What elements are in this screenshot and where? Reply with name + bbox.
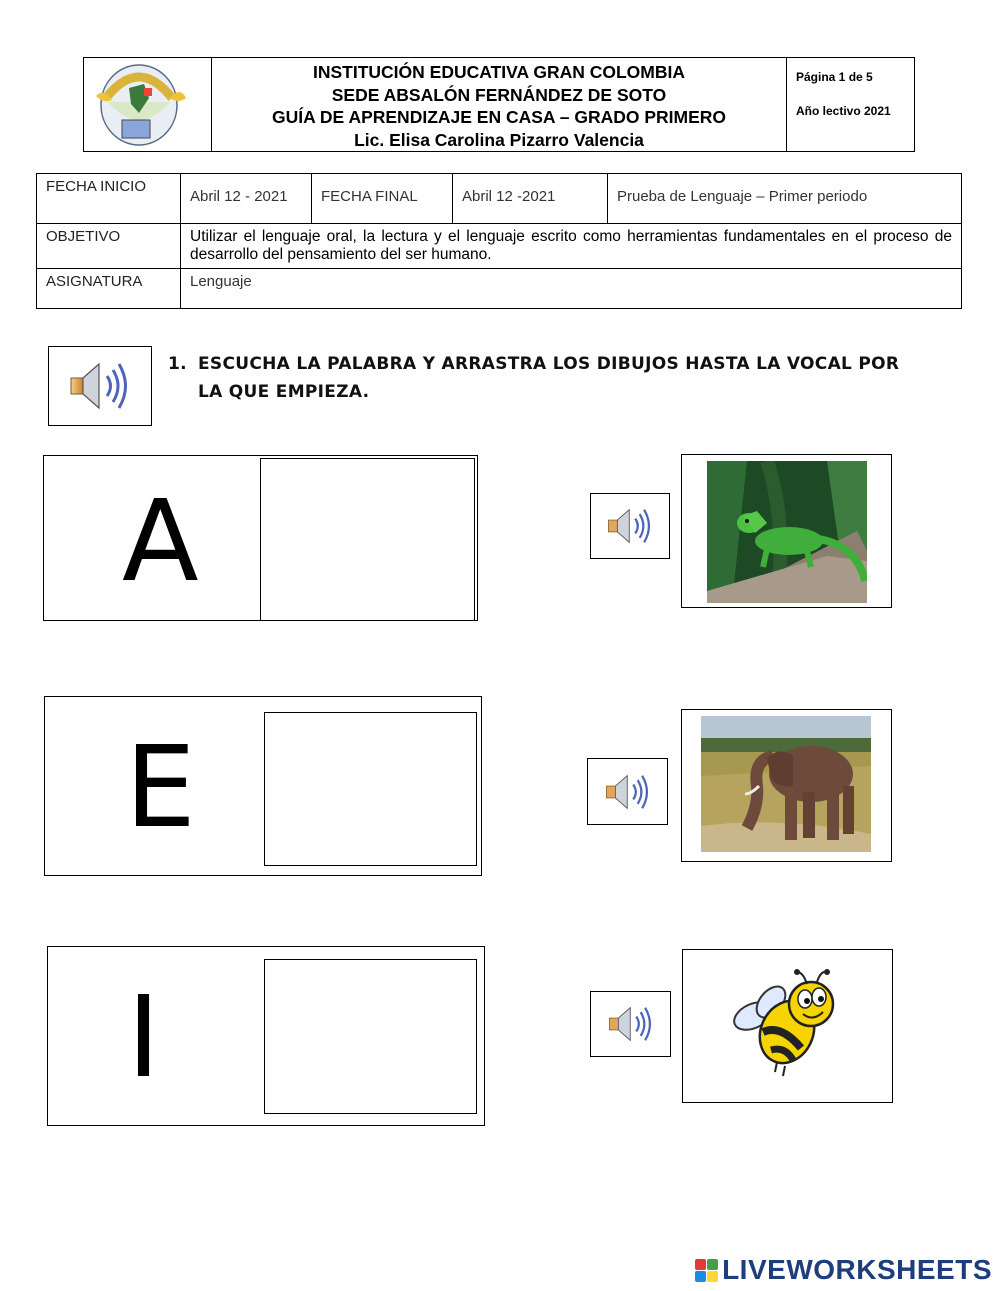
objetivo-value: Utilizar el lenguaje oral, la lectura y el lenguaje escrito como herramientas fundamentales en el proceso de desarrollo del pensamiento del ser humano.	[181, 224, 962, 269]
picture-elephant-draggable[interactable]	[681, 709, 892, 862]
header-line-guia: GUÍA DE APRENDIZAJE EN CASA – GRADO PRIMERO	[271, 107, 727, 127]
audio-button-iguana[interactable]	[590, 493, 670, 559]
letter-e: E	[125, 723, 196, 853]
audio-button-elephant[interactable]	[587, 758, 668, 825]
info-table	[36, 173, 962, 309]
iguana-image	[707, 461, 867, 603]
audio-button-bee[interactable]	[590, 991, 671, 1057]
drop-zone-a[interactable]	[260, 458, 475, 621]
school-logo-cell	[83, 57, 211, 152]
liveworksheets-text: LIVEWORKSHEETS	[722, 1254, 992, 1285]
drop-zone-e[interactable]	[264, 712, 477, 866]
header-meta	[787, 57, 915, 152]
speaker-icon	[602, 770, 654, 814]
school-year: Año lectivo 2021	[796, 104, 891, 118]
letter-card-i	[47, 946, 485, 1126]
asignatura-label: ASIGNATURA	[37, 269, 181, 309]
fecha-inicio-value: Abril 12 - 2021	[181, 174, 312, 224]
bee-image	[731, 966, 851, 1086]
elephant-image	[701, 716, 871, 852]
liveworksheets-logo-icon	[695, 1259, 718, 1282]
instruction-audio-button[interactable]	[48, 346, 152, 426]
prueba-title: Prueba de Lenguaje – Primer periodo	[608, 174, 962, 224]
header-line-institution: INSTITUCIÓN EDUCATIVA GRAN COLOMBIA	[312, 62, 686, 82]
letter-card-e	[44, 696, 482, 876]
picture-bee-draggable[interactable]	[682, 949, 893, 1103]
letter-i: I	[127, 973, 161, 1103]
fecha-final-value: Abril 12 -2021	[453, 174, 608, 224]
instruction	[168, 350, 908, 406]
liveworksheets-brand[interactable]	[695, 1254, 992, 1286]
letter-a: A	[122, 477, 199, 607]
objetivo-label: OBJETIVO	[37, 224, 181, 269]
header-title-block	[211, 57, 787, 152]
letter-card-a	[43, 455, 478, 621]
speaker-icon	[65, 358, 135, 414]
picture-iguana-draggable[interactable]	[681, 454, 892, 608]
page-indicator: Página 1 de 5	[796, 70, 873, 84]
header-line-sede: SEDE ABSALÓN FERNÁNDEZ DE SOTO	[331, 84, 667, 105]
instruction-number: 1.	[168, 354, 187, 374]
header-line-teacher: Lic. Elisa Carolina Pizarro Valencia	[354, 129, 644, 150]
asignatura-value: Lenguaje	[181, 269, 962, 309]
speaker-icon	[604, 504, 656, 548]
drop-zone-i[interactable]	[264, 959, 477, 1114]
school-logo	[84, 58, 210, 151]
fecha-inicio-label: FECHA INICIO	[37, 174, 181, 224]
instruction-text: ESCUCHA LA PALABRA Y ARRASTRA LOS DIBUJOS HASTA LA VOCAL POR LA QUE EMPIEZA.	[198, 354, 900, 402]
fecha-final-label: FECHA FINAL	[312, 174, 453, 224]
speaker-icon	[605, 1002, 657, 1046]
